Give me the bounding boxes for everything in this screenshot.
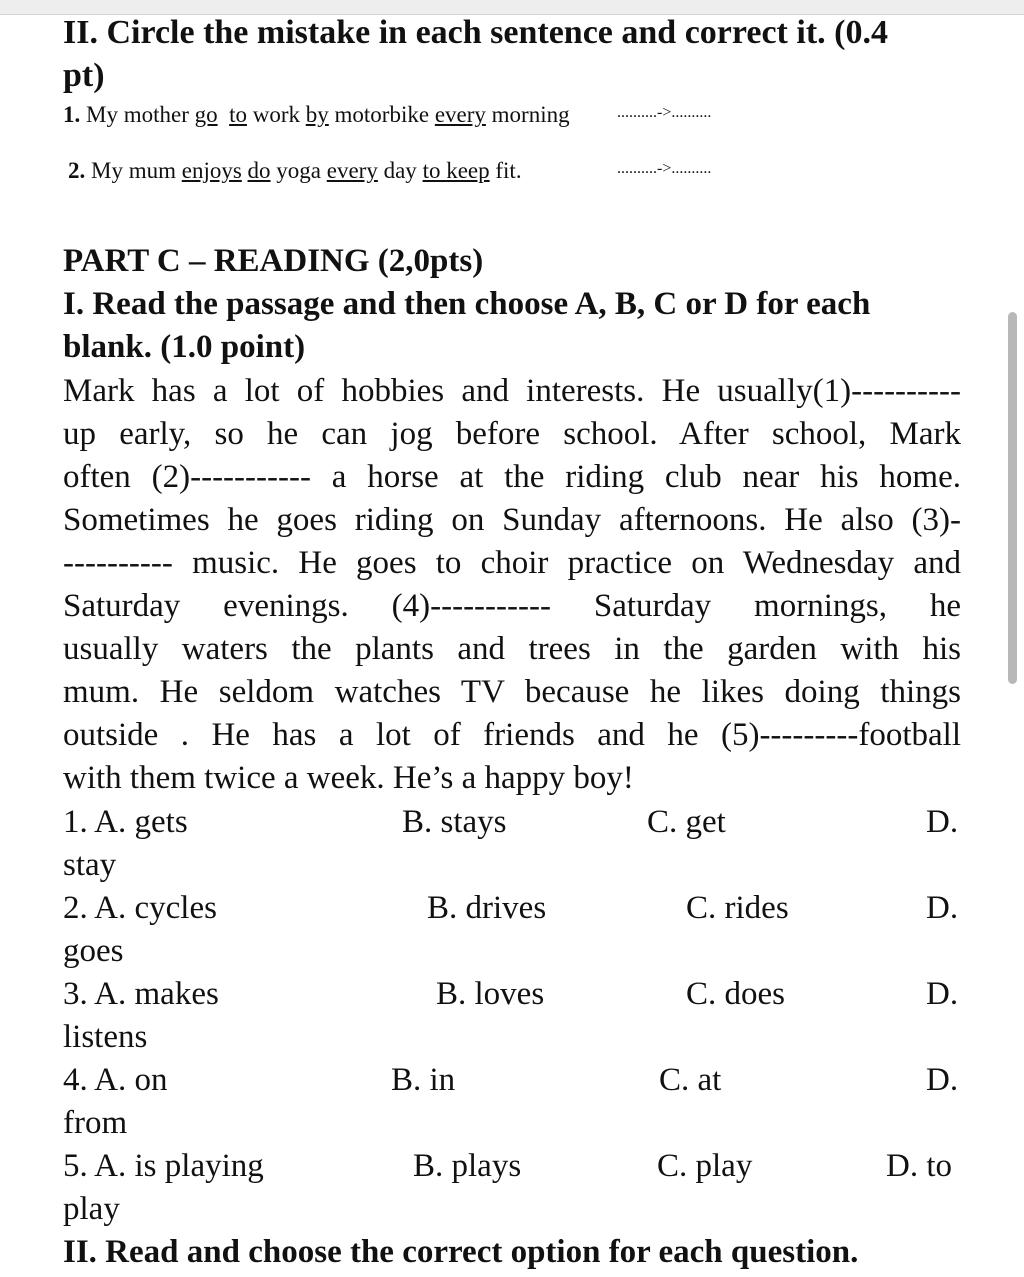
option-d[interactable]: D. to bbox=[886, 1148, 952, 1184]
underlined-word[interactable]: to keep bbox=[422, 158, 490, 183]
instruction: I. Read the passage and then choose A, B, C or D for each bbox=[63, 286, 871, 322]
option-c[interactable]: C. get bbox=[647, 804, 726, 840]
underlined-word[interactable]: to bbox=[229, 102, 247, 127]
option-d[interactable]: D. bbox=[926, 890, 959, 926]
option-d-text: listens bbox=[63, 1019, 148, 1055]
option-a[interactable]: 3. A. makes bbox=[63, 976, 219, 1012]
option-d-text: play bbox=[63, 1191, 120, 1227]
underlined-word[interactable]: every bbox=[326, 158, 378, 183]
passage-line: Sometimes he goes riding on Sunday afternoons. He also (3)- bbox=[63, 502, 961, 538]
passage-line: mum. He seldom watches TV because he likes doing things bbox=[63, 674, 961, 710]
passage-line: with them twice a week. He’s a happy boy! bbox=[63, 760, 634, 796]
passage-line: up early, so he can jog before school. After school, Mark bbox=[63, 416, 961, 452]
option-b[interactable]: B. loves bbox=[436, 976, 545, 1012]
option-d[interactable]: D. bbox=[926, 804, 959, 840]
option-b[interactable]: B. stays bbox=[402, 804, 507, 840]
underlined-word[interactable]: by bbox=[305, 102, 329, 127]
option-d-text: from bbox=[63, 1105, 128, 1141]
sentence-text: day bbox=[383, 158, 417, 183]
sentence-text: fit. bbox=[495, 158, 522, 183]
option-c[interactable]: C. does bbox=[686, 976, 785, 1012]
option-c[interactable]: C. at bbox=[659, 1062, 722, 1098]
option-d[interactable]: D. bbox=[926, 976, 959, 1012]
option-a[interactable]: 2. A. cycles bbox=[63, 890, 217, 926]
option-b[interactable]: B. plays bbox=[413, 1148, 522, 1184]
underlined-word[interactable]: do bbox=[247, 158, 271, 183]
option-a[interactable]: 1. A. gets bbox=[63, 804, 188, 840]
passage-line: ---------- music. He goes to choir practice on Wednesday and bbox=[63, 545, 961, 581]
underlined-word[interactable]: go bbox=[194, 102, 218, 127]
option-a[interactable]: 4. A. on bbox=[63, 1062, 168, 1098]
browser-top-bar bbox=[0, 0, 1024, 15]
option-d-text: stay bbox=[63, 847, 117, 883]
sentence-number: 2. bbox=[68, 158, 86, 183]
sentence-text: work bbox=[252, 102, 301, 127]
option-a[interactable]: 5. A. is playing bbox=[63, 1148, 264, 1184]
passage-line: Saturday evenings. (4)----------- Saturday mornings, he bbox=[63, 588, 961, 624]
sentence-2 bbox=[68, 158, 522, 184]
passage-line: often (2)----------- a horse at the riding club near his home. bbox=[63, 459, 961, 495]
sentence-text: yoga bbox=[276, 158, 322, 183]
scrollbar[interactable] bbox=[1008, 312, 1017, 684]
section-title-cont: pt) bbox=[63, 57, 105, 94]
sentence-text: morning bbox=[491, 102, 570, 127]
option-b[interactable]: B. drives bbox=[427, 890, 547, 926]
sentence-text: My mum bbox=[91, 158, 176, 183]
option-c[interactable]: C. play bbox=[657, 1148, 753, 1184]
sentence-text: motorbike bbox=[334, 102, 430, 127]
answer-blank[interactable]: ..........->.......... bbox=[617, 104, 712, 121]
passage-line: Mark has a lot of hobbies and interests. He usually(1)---------- bbox=[63, 373, 961, 409]
sentence-1 bbox=[63, 102, 570, 128]
answer-blank[interactable]: ..........->.......... bbox=[617, 160, 712, 177]
instruction-cont: blank. (1.0 point) bbox=[63, 329, 306, 365]
passage-line: outside . He has a lot of friends and he (5)---------football bbox=[63, 717, 961, 753]
sentence-text: My mother bbox=[86, 102, 189, 127]
option-b[interactable]: B. in bbox=[391, 1062, 456, 1098]
option-d-text: goes bbox=[63, 933, 124, 969]
section-title: II. Circle the mistake in each sentence and correct it. (0.4 bbox=[63, 14, 888, 51]
underlined-word[interactable]: enjoys bbox=[181, 158, 242, 183]
option-d[interactable]: D. bbox=[926, 1062, 959, 1098]
option-c[interactable]: C. rides bbox=[686, 890, 789, 926]
part-title: PART C – READING (2,0pts) bbox=[63, 243, 484, 279]
section-title: II. Read and choose the correct option for each question. bbox=[63, 1234, 859, 1270]
passage-line: usually waters the plants and trees in the garden with his bbox=[63, 631, 961, 667]
sentence-number: 1. bbox=[63, 102, 81, 127]
underlined-word[interactable]: every bbox=[434, 102, 486, 127]
